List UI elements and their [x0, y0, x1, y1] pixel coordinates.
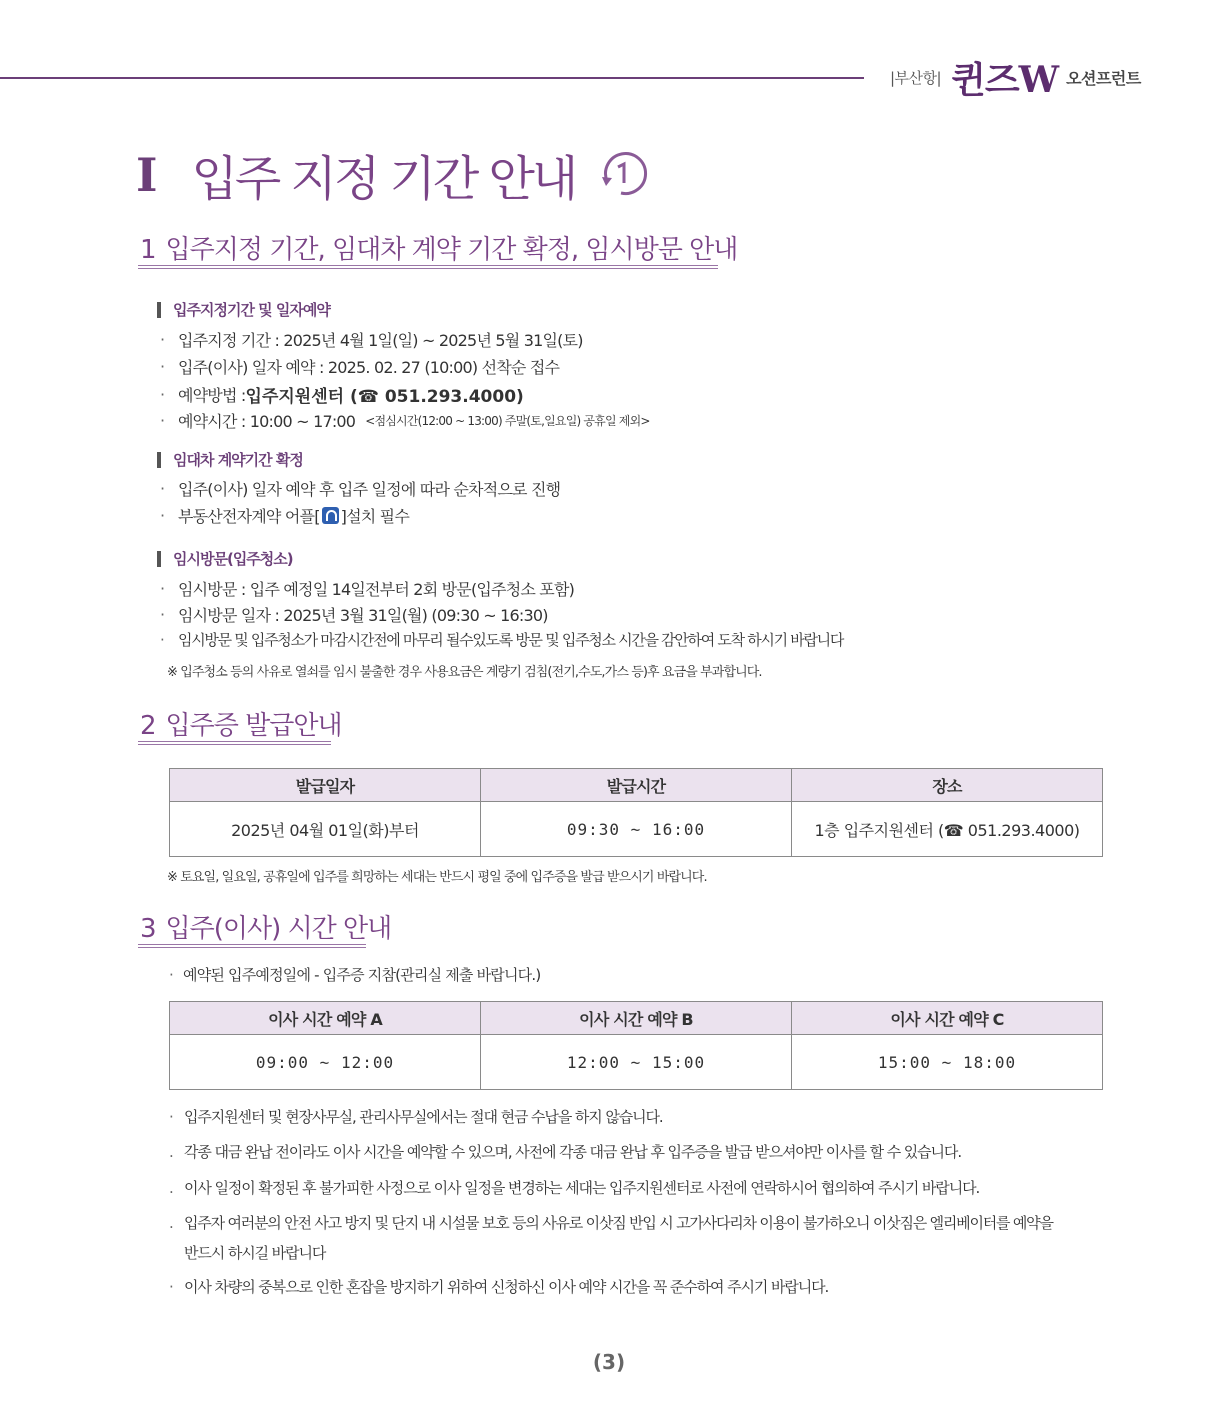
- section-1-number: 1: [140, 235, 156, 265]
- page-title-numeral: I: [136, 147, 158, 202]
- note-weekend-certificate: ※ 토요일, 일요일, 공휴일에 입주를 희망하는 세대는 반드시 평일 중에 입주증을 발급 받으시기 바랍니다.: [167, 870, 707, 885]
- subhead-temporary-visit: [157, 548, 293, 569]
- brand-suffix: 오션프런트: [1066, 68, 1141, 88]
- subhead-text: 임시방문(입주청소): [173, 550, 293, 568]
- section-2-title: [140, 705, 342, 742]
- subhead-bar: [157, 302, 161, 318]
- table-cell: 09:30 ~ 16:00: [481, 802, 792, 857]
- section-3-title: [140, 908, 391, 945]
- list-item: · 임시방문 일자 : 2025년 3월 31일(월) (09:30 ~ 16:30): [160, 605, 548, 625]
- table-row: [170, 1035, 1103, 1090]
- subhead-text: 입주지정기간 및 일자예약: [173, 301, 330, 319]
- list-item-reservation-method: · 예약방법 : 입주지원센터 (☎ 051.293.4000): [160, 382, 524, 407]
- table-cell: 2025년 04월 01일(화)부터: [170, 802, 481, 857]
- section-1-title-text: 입주지정 기간, 임대차 계약 기간 확정, 임시방문 안내: [165, 235, 738, 265]
- table-cell: 09:00 ~ 12:00: [170, 1035, 481, 1090]
- list-item: · 입주(이사) 일자 예약 후 입주 일정에 따라 순차적으로 진행: [160, 479, 561, 499]
- section-1-title: [140, 229, 737, 266]
- moving-time-table: [169, 1001, 1103, 1090]
- list-item: · 임시방문 : 입주 예정일 14일전부터 2회 방문(입주청소 포함): [160, 579, 575, 599]
- certificate-table: [169, 768, 1103, 857]
- list-item: · 임시방문 및 입주청소가 마감시간전에 마무리 될수있도록 방문 및 입주청소 시간을 감안하여 도착 하시기 바랍니다: [160, 630, 844, 649]
- brand-location: |부산항|: [890, 68, 942, 87]
- table-header-cell: 발급일자: [170, 769, 481, 802]
- table-header-row: [170, 1002, 1103, 1035]
- page-number: (3): [592, 1350, 626, 1374]
- section-3-title-text: 입주(이사) 시간 안내: [165, 914, 392, 944]
- table-cell: 12:00 ~ 15:00: [481, 1035, 792, 1090]
- table-cell: 15:00 ~ 18:00: [792, 1035, 1103, 1090]
- section-3-underline: [138, 944, 366, 948]
- notice-item: · 이사 차량의 중복으로 인한 혼잡을 방지하기 위하여 신청하신 이사 예약 시간을 꼭 준수하여 주시기 바랍니다.: [169, 1277, 829, 1296]
- table-row: [170, 802, 1103, 857]
- clock-icon: [597, 147, 649, 203]
- subhead-text: 임대차 계약기간 확정: [173, 451, 303, 469]
- table-header-cell: 이사 시간 예약 B: [481, 1002, 792, 1035]
- table-cell: 1층 입주지원센터 (☎ 051.293.4000): [792, 802, 1103, 857]
- list-item-reservation-time: · 예약시간 : 10:00 ~ 17:00 <점심시간(12:00 ~ 13:00) 주말(토,일요일) 공휴일 제외>: [160, 411, 650, 431]
- app-icon: [322, 507, 339, 524]
- table-header-cell: 장소: [792, 769, 1103, 802]
- support-center-phone: 입주지원센터 (☎ 051.293.4000): [245, 387, 524, 407]
- page-title: [136, 140, 649, 209]
- brand-name: 퀸즈W: [951, 58, 1059, 101]
- header-rule: [0, 77, 864, 79]
- brand-logo: [890, 55, 1141, 99]
- list-item-app-install: · 부동산전자계약 어플[ ]설치 필수: [160, 506, 409, 526]
- table-header-cell: 이사 시간 예약 A: [170, 1002, 481, 1035]
- list-item-intro: · 예약된 입주예정일에 - 입주증 지참(관리실 제출 바랍니다.): [169, 965, 541, 984]
- table-header-row: [170, 769, 1103, 802]
- page-title-text: 입주 지정 기간 안내: [191, 151, 576, 207]
- section-1-underline: [138, 265, 718, 269]
- subhead-lease-period: [157, 449, 303, 470]
- notice-item: · 입주지원센터 및 현장사무실, 관리사무실에서는 절대 현금 수납을 하지 않습니다.: [169, 1107, 663, 1126]
- table-header-cell: 이사 시간 예약 C: [792, 1002, 1103, 1035]
- notice-item: . 이사 일정이 확정된 후 불가피한 사정으로 이사 일정을 변경하는 세대는 입주지원센터로 사전에 연락하시어 협의하여 주시기 바랍니다.: [169, 1178, 980, 1197]
- notice-item: . 입주자 여러분의 안전 사고 방지 및 단지 내 시설물 보호 등의 사유로 이삿짐 반입 시 고가사다리차 이용이 불가하오니 이삿짐은 엘리베이터를 예약을: [169, 1213, 1053, 1232]
- table-header-cell: 발급시간: [481, 769, 792, 802]
- section-2-number: 2: [140, 711, 156, 741]
- section-2-underline: [138, 741, 331, 745]
- subhead-move-in-period: [157, 299, 330, 320]
- section-2-title-text: 입주증 발급안내: [165, 711, 342, 741]
- notice-item-continued: 반드시 하시길 바랍니다: [184, 1244, 326, 1262]
- note-cleaning-fee: ※ 입주청소 등의 사유로 열쇠를 임시 불출한 경우 사용요금은 계량기 검침(전기,수도,가스 등)후 요금을 부과합니다.: [167, 665, 762, 680]
- subhead-bar: [157, 452, 161, 468]
- section-3-number: 3: [140, 914, 156, 944]
- subhead-bar: [157, 551, 161, 567]
- notice-item: . 각종 대금 완납 전이라도 이사 시간을 예약할 수 있으며, 사전에 각종 대금 완납 후 입주증을 발급 받으셔야만 이사를 할 수 있습니다.: [169, 1142, 961, 1161]
- list-item: · 입주지정 기간 : 2025년 4월 1일(일) ~ 2025년 5월 31일(토): [160, 330, 583, 350]
- list-item: · 입주(이사) 일자 예약 : 2025. 02. 27 (10:00) 선착순 접수: [160, 357, 560, 377]
